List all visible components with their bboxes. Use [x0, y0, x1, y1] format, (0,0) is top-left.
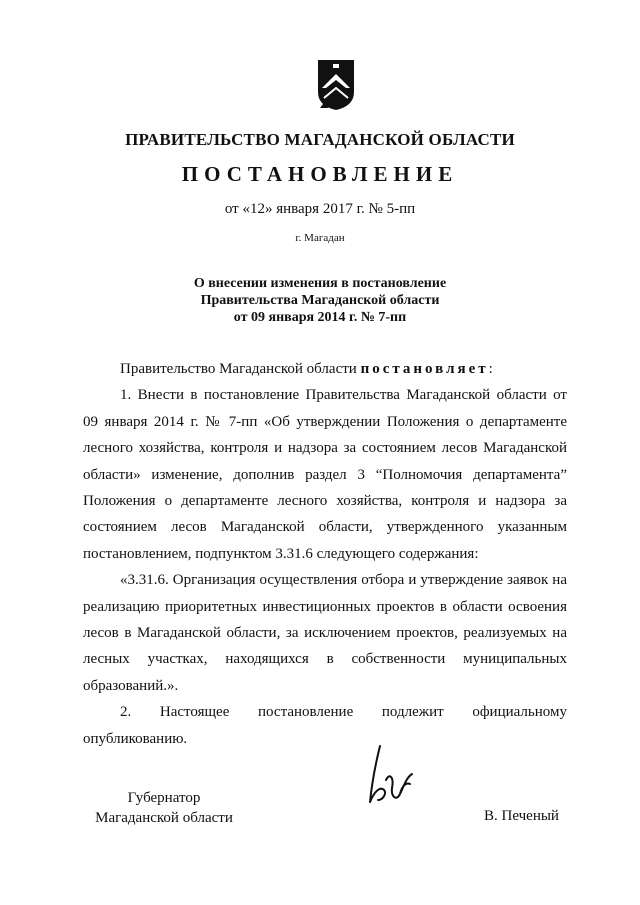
document-subject	[0, 275, 640, 326]
document-body	[83, 356, 567, 752]
intro-colon: :	[488, 361, 493, 377]
handwritten-signature-icon	[366, 742, 416, 808]
paragraph-2: 2. Настоящее постановление подлежит официальному опубликованию.	[83, 704, 567, 747]
paragraph-1: 1. Внести в постановление Правительства Магаданской области от 09 января 2014 г. № 7-пп «Об утверждении Положения о департаменте лесного хозяйства, контроля и надзора за состоянием лесов Магаданской области» изменение, дополнив раздел 3 “Полномочия департамента” Положения о департаменте лесного хозяйства, контроля и надзора за состоянием лесов Магаданской области, утвержденного указанным постановлением, подпунктом 3.31.6 следующего содержания:	[83, 387, 567, 562]
signatory-position	[84, 788, 244, 828]
subject-line: Правительства Магаданской области	[200, 293, 440, 308]
document-city: г. Магадан	[295, 232, 345, 244]
subject-line: О внесении изменения в постановление	[193, 276, 447, 291]
intro-keyword: постановляет	[360, 361, 489, 377]
coat-of-arms-icon	[316, 58, 356, 112]
intro-paragraph	[83, 356, 567, 382]
position-line: Губернатор	[127, 790, 201, 806]
subject-line: от 09 января 2014 г. № 7-пп	[233, 310, 407, 325]
organization-title: ПРАВИТЕЛЬСТВО МАГАДАНСКОЙ ОБЛАСТИ	[125, 130, 515, 149]
position-line: Магаданской области	[95, 810, 233, 826]
paragraph-quote: «3.31.6. Организация осуществления отбора и утверждение заявок на реализацию приоритетных инвестиционных проектов в области освоения лесов в Магаданской области, за исключением проектов, реализуемых на лесных участках, находящихся в собственности муниципальных образований.».	[83, 572, 567, 694]
intro-lead: Правительство Магаданской области	[120, 361, 357, 377]
document-date-number: от «12» января 2017 г. № 5-пп	[224, 201, 416, 217]
signatory-name: В. Печеный	[484, 808, 559, 824]
document-type: ПОСТАНОВЛЕНИЕ	[181, 162, 459, 186]
